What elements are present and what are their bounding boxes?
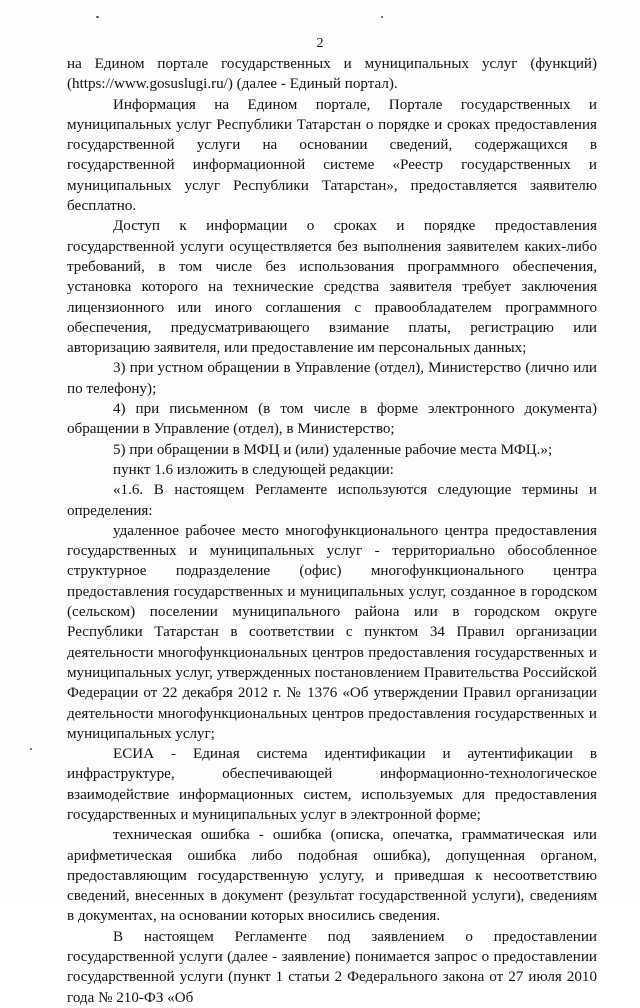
paragraph-section-1-6: «1.6. В настоящем Регламенте используются следующие термины и определения:: [67, 482, 597, 519]
page-number: 2: [316, 36, 324, 51]
paragraph-access-info: Доступ к информации о сроках и порядке предоставления государственной услуги осуществляется без выполнения заявителем каких-либо требований, в том числе без использования программного обеспечения, установка которого на технические средства заявителя требует заключения лицензионного или иного соглашения с правообладателем программного обеспечения, предусматривающего взимание платы, регистрацию или авторизацию заявителя, или предоставление им персональных данных;: [67, 218, 597, 357]
paragraph-definition-technical-error: техническая ошибка - ошибка (описка, опечатка, грамматическая или арифметическая ошибка либо подобная ошибка), допущенная органом, предоставляющим государственную услугу, и приведшая к несоответствию сведений, внесенных в документ (результат государственной услуги), сведениям в документах, на основании которых вносились сведения.: [67, 827, 597, 925]
paragraph-item-3: 3) при устном обращении в Управление (отдел), Министерство (лично или по телефону);: [67, 360, 597, 397]
document-body: [67, 54, 597, 1008]
paragraph-amend-1-6: пункт 1.6 изложить в следующей редакции:: [113, 461, 394, 478]
paragraph-application-definition: В настоящем Регламенте под заявлением о предоставлении государственной услуги (далее - заявление) понимается запрос о предоставлении государственной услуги (пункт 1 статьи 2 Федерального закона от 27 июля 2010 года № 210-ФЗ «Об: [67, 928, 597, 1006]
scan-speck: [30, 748, 32, 750]
paragraph-portal-continuation: на Едином портале государственных и муниципальных услуг (функций) (https://www.gosuslugi.ru/) (далее - Единый портал).: [67, 56, 597, 93]
paragraph-definition-esia: ЕСИА - Единая система идентификации и аутентификации в инфраструктуре, обеспечивающей информационно-технологическое взаимодействие информационных систем, используемых для предоставления государственных и муниципальных услуг в электронной форме;: [67, 746, 597, 823]
scan-speck: [381, 16, 383, 18]
paragraph-info-free: Информация на Едином портале, Портале государственных и муниципальных услуг Республики Татарстан о порядке и сроках предоставления государственной услуги на основании сведений, содержащихся в государственной информационной системе «Реестр государственных и муниципальных услуг Республики Татарстан», предоставляется заявителю бесплатно.: [67, 96, 597, 215]
paragraph-item-4: 4) при письменном (в том числе в форме электронного документа) обращении в Управление (отдел), в Министерство;: [67, 401, 597, 438]
paragraph-definition-remote-workplace: удаленное рабочее место многофункционального центра предоставления государственных и муниципальных услуг - территориально обособленное структурное подразделение (офис) многофункционального центра предоставления государственных и муниципальных услуг, созданное в городском (сельском) поселении муниципального района или в городском округе Республики Татарстан в соответствии с пунктом 34 Правил организации деятельности многофункциональных центров предоставления государственных и муниципальных услуг, утвержденных постановлением Правительства Российской Федерации от 22 декабря 2012 г. № 1376 «Об утверждении Правил организации деятельности многофункциональных центров предоставления государственных и муниципальных услуг;: [67, 522, 597, 742]
scan-speck: [96, 16, 99, 18]
paragraph-item-5: 5) при обращении в МФЦ и (или) удаленные рабочие места МФЦ.»;: [113, 441, 553, 458]
